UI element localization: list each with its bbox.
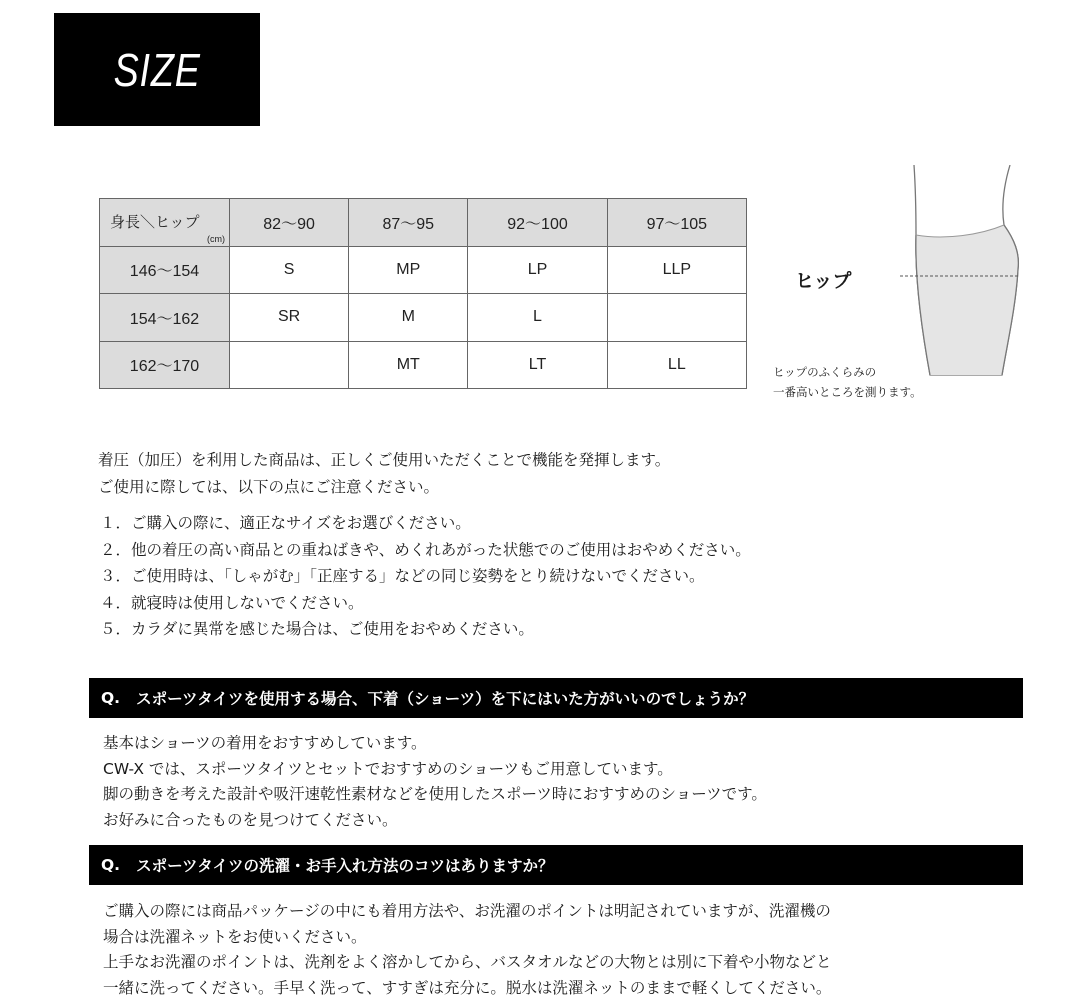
- hip-label: ヒップ: [795, 270, 852, 292]
- rule-item: ２．他の着圧の高い商品との重ねばきや、めくれあがった状態でのご使用はおやめください。: [100, 540, 751, 559]
- answer-line: CW-X では、スポーツタイツとセットでおすすめのショーツもご用意しています。: [103, 759, 673, 778]
- height-range-cell: 154〜162: [100, 294, 230, 342]
- rule-item: １．ご購入の際に、適正なサイズをお選びください。: [100, 514, 471, 532]
- size-cell: LP: [468, 246, 607, 294]
- answer-line: 場合は洗濯ネットをお使いください。: [103, 927, 367, 946]
- intro-line: 着圧（加圧）を利用した商品は、正しくご使用いただくことで機能を発揮します。: [98, 451, 671, 469]
- size-cell: [607, 294, 746, 342]
- q-prefix: Q.: [101, 689, 121, 707]
- answer-line: 脚の動きを考えた設計や吸汗速乾性素材などを使用したスポーツ時におすすめのショーツです。: [103, 785, 767, 803]
- size-cell: MT: [349, 341, 468, 389]
- height-range-cell: 162〜170: [100, 341, 230, 389]
- size-cell: [230, 341, 349, 389]
- hip-measure-note: [773, 362, 922, 402]
- hip-range-header: 92〜100: [468, 199, 607, 247]
- size-cell: L: [468, 294, 607, 342]
- usage-intro: [98, 447, 670, 501]
- corner-unit: (cm): [207, 233, 225, 244]
- size-cell: LL: [607, 341, 746, 389]
- table-header-row: [100, 199, 747, 247]
- q-prefix: Q.: [101, 856, 121, 874]
- size-cell: SR: [230, 294, 349, 342]
- size-cell: S: [230, 246, 349, 294]
- faq-answer: [103, 731, 767, 833]
- table-corner-cell: [100, 199, 230, 247]
- answer-line: 上手なお洗濯のポイントは、洗剤をよく溶かしてから、バスタオルなどの大物とは別に下着や小物などと: [103, 953, 832, 971]
- table-row: [100, 246, 747, 294]
- rule-item: ３．ご使用時は、「しゃがむ」「正座する」などの同じ姿勢をとり続けないでください。: [100, 567, 705, 585]
- size-cell: LT: [468, 341, 607, 389]
- table-row: [100, 341, 747, 389]
- faq-question: スポーツタイツの洗濯・お手入れ方法のコツはありますか？: [136, 857, 554, 875]
- hip-range-header: 82〜90: [230, 199, 349, 247]
- answer-line: 基本はショーツの着用をおすすめしています。: [103, 734, 427, 752]
- intro-line: ご使用に際しては、以下の点にご注意ください。: [98, 478, 440, 496]
- rule-item: ４．就寝時は使用しないでください。: [100, 593, 364, 612]
- hip-range-header: 87〜95: [349, 199, 468, 247]
- faq-question: スポーツタイツを使用する場合、下着（ショーツ）を下にはいた方がいいのでしょうか？: [136, 690, 755, 708]
- size-cell: LLP: [607, 246, 746, 294]
- size-title: SIZE: [113, 43, 201, 96]
- corner-label: 身長＼ヒップ: [110, 214, 200, 231]
- usage-rules-list: [100, 510, 751, 643]
- note-line: 一番高いところを測ります。: [773, 385, 922, 399]
- rule-item: ５．カラダに異常を感じた場合は、ご使用をおやめください。: [100, 620, 534, 638]
- hip-range-header: 97〜105: [607, 199, 746, 247]
- answer-line: 一緒に洗ってください。手早く洗って、すすぎは充分に。脱水は洗濯ネットのままで軽くしてください。: [103, 978, 832, 997]
- size-cell: MP: [349, 246, 468, 294]
- hip-measurement-leg-icon: [900, 165, 1025, 377]
- faq-question-bar: [89, 845, 1023, 885]
- size-banner: [54, 13, 260, 126]
- answer-line: お好みに合ったものを見つけてください。: [103, 810, 398, 829]
- height-range-cell: 146〜154: [100, 246, 230, 294]
- faq-answer: [103, 899, 832, 1001]
- size-chart-table: [99, 198, 747, 389]
- table-row: [100, 294, 747, 342]
- note-line: ヒップのふくらみの: [773, 365, 877, 379]
- faq-question-bar: [89, 678, 1023, 718]
- size-cell: M: [349, 294, 468, 342]
- answer-line: ご購入の際には商品パッケージの中にも着用方法や、お洗濯のポイントは明記されていますが、洗濯機の: [103, 902, 831, 920]
